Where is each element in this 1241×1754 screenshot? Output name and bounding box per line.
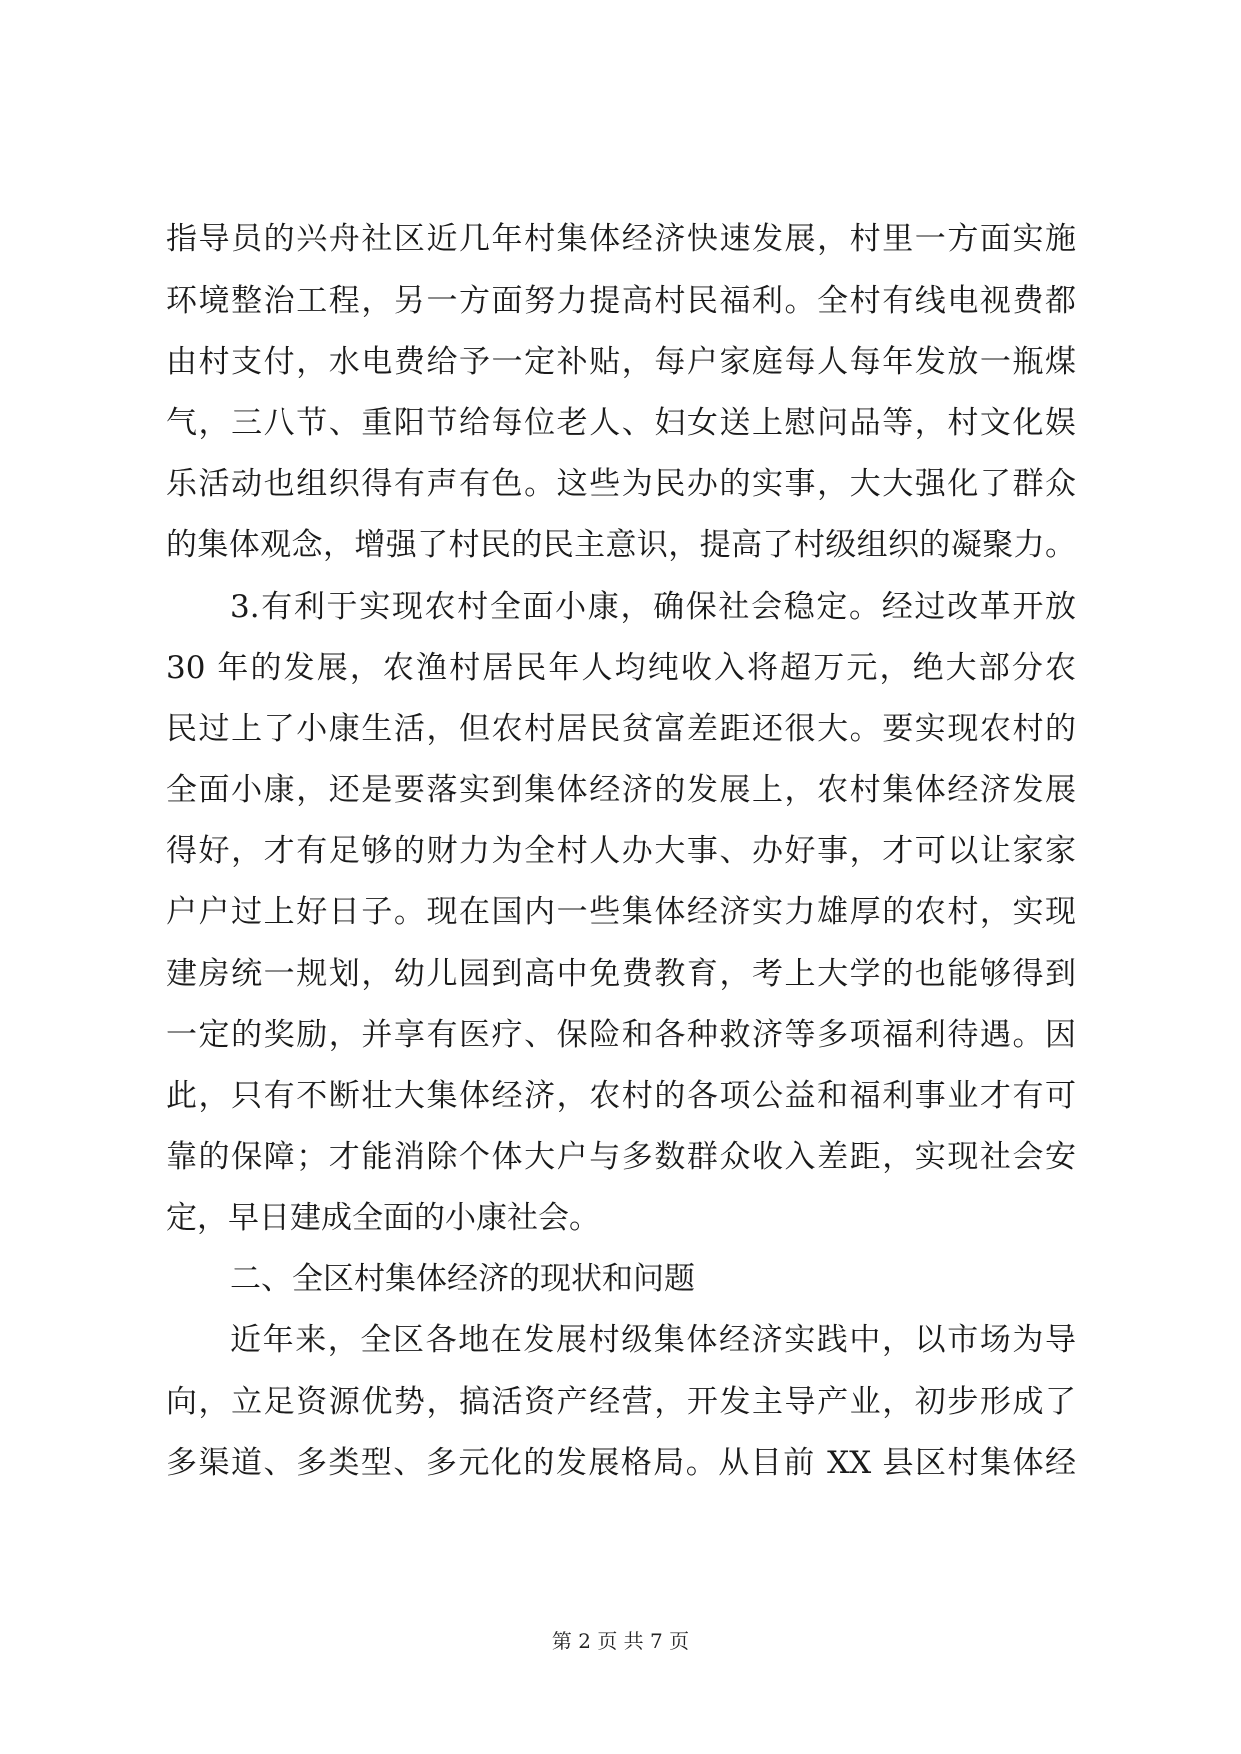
body-text-line: 由村支付，水电费给予一定补贴，每户家庭每人每年发放一瓶煤 — [166, 344, 1076, 380]
paragraph-first-line: 3.有利于实现农村全面小康，确保社会稳定。经过改革开放 — [230, 589, 1076, 625]
body-text-line: 乐活动也组织得有声有色。这些为民办的实事，大大强化了群众 — [166, 466, 1076, 502]
body-text-line: 环境整治工程，另一方面努力提高村民福利。全村有线电视费都 — [166, 283, 1076, 319]
body-text-line: 多渠道、多类型、多元化的发展格局。从目前 XX 县区村集体经 — [166, 1445, 1076, 1481]
section-heading: 二、全区村集体经济的现状和问题 — [230, 1261, 695, 1297]
body-text-line: 靠的保障；才能消除个体大户与多数群众收入差距，实现社会安 — [166, 1139, 1076, 1175]
body-text-line: 户户过上好日子。现在国内一些集体经济实力雄厚的农村，实现 — [166, 894, 1076, 930]
paragraph-last-line: 定，早日建成全面的小康社会。 — [166, 1200, 600, 1236]
page-number-footer: 第 2 页 共 7 页 — [551, 1629, 690, 1653]
body-text-line: 全面小康，还是要落实到集体经济的发展上，农村集体经济发展 — [166, 772, 1076, 808]
body-text-line: 得好，才有足够的财力为全村人办大事、办好事，才可以让家家 — [166, 833, 1076, 869]
body-text-line: 向，立足资源优势，搞活资产经营，开发主导产业，初步形成了 — [166, 1384, 1076, 1420]
body-text-line: 民过上了小康生活，但农村居民贫富差距还很大。要实现农村的 — [166, 711, 1076, 747]
body-text-line: 的集体观念，增强了村民的民主意识，提高了村级组织的凝聚力。 — [166, 527, 1076, 563]
body-text-line: 气，三八节、重阳节给每位老人、妇女送上慰问品等，村文化娱 — [166, 405, 1076, 441]
body-text-line: 一定的奖励，并享有医疗、保险和各种救济等多项福利待遇。因 — [166, 1017, 1076, 1053]
body-text-line: 此，只有不断壮大集体经济，农村的各项公益和福利事业才有可 — [166, 1078, 1076, 1114]
body-text-line: 30 年的发展，农渔村居民年人均纯收入将超万元，绝大部分农 — [166, 650, 1076, 686]
body-text-line: 建房统一规划，幼儿园到高中免费教育，考上大学的也能够得到 — [166, 956, 1076, 992]
paragraph-first-line: 近年来，全区各地在发展村级集体经济实践中，以市场为导 — [230, 1322, 1076, 1358]
body-text-line: 指导员的兴舟社区近几年村集体经济快速发展，村里一方面实施 — [166, 221, 1076, 257]
